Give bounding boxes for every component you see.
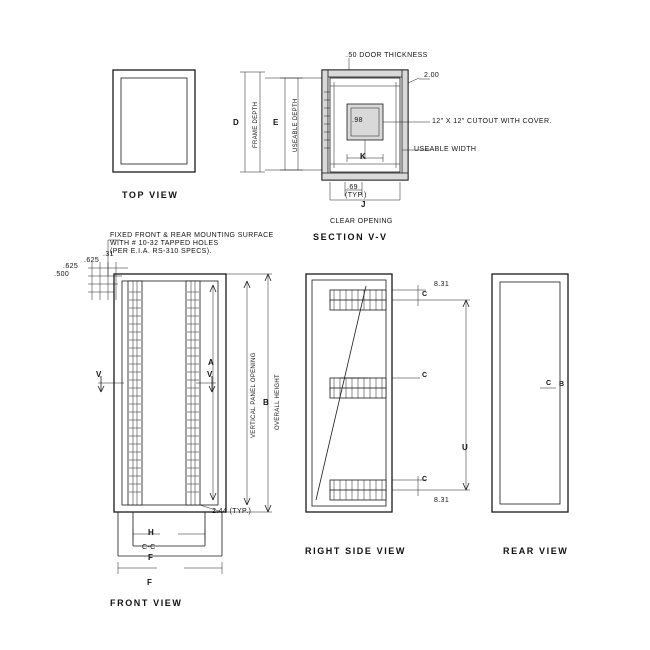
mounting-note-line1: FIXED FRONT & REAR MOUNTING SURFACE (110, 232, 274, 239)
rs-letter-c-bottom: C (422, 476, 428, 483)
rs-letter-c-top: C (422, 291, 428, 298)
front-letter-f: F (147, 578, 152, 587)
mounting-note-line3: (PER E.I.A. RS-310 SPECS). (110, 248, 212, 255)
rs-letter-u: U (462, 443, 468, 452)
typ-note-label: (TYP.) (345, 192, 367, 199)
front-letter-v-left: V (96, 370, 102, 379)
letter-j: J (361, 200, 366, 209)
overall-height-label: OVERALL HEIGHT (275, 374, 281, 430)
dim-2-00-label: 2.00 (424, 72, 440, 79)
rs-letter-c-mid: C (422, 372, 428, 379)
dim-8-31-top: 8.31 (434, 281, 450, 288)
rear-letter-b: B (559, 381, 565, 388)
clear-opening-label: CLEAR OPENING (330, 218, 393, 225)
dim-31-label: .31 (103, 251, 114, 258)
dim-500-label: .500 (54, 271, 70, 278)
dim-625-label: .625 (63, 263, 79, 270)
cutout-note-label: 12" X 12" CUTOUT WITH COVER. (432, 118, 552, 125)
mounting-note-line2: WITH # 10-32 TAPPED HOLES (110, 240, 219, 247)
dim-625b-label: .625 (84, 257, 100, 264)
dim-2-44-label: 2.44 (TYP.) (212, 508, 252, 515)
dim-98-label: .98 (352, 117, 363, 124)
letter-k: K (360, 152, 366, 161)
rear-letter-c: C (546, 380, 552, 387)
rear-view-title: REAR VIEW (503, 546, 569, 556)
front-view-title: FRONT VIEW (110, 598, 183, 608)
dim-69-label: .69 (347, 184, 358, 191)
useable-depth-label: USEABLE DEPTH (293, 98, 299, 152)
top-view-title: TOP VIEW (122, 190, 179, 200)
section-vv-title: SECTION V-V (313, 232, 388, 242)
right-side-view-title: RIGHT SIDE VIEW (305, 546, 407, 556)
dim-8-31-bottom: 8.31 (434, 497, 450, 504)
front-letter-v-right: V (207, 370, 213, 379)
useable-width-label: USEABLE WIDTH (414, 146, 477, 153)
section-mark-cc: C-C (142, 544, 156, 551)
letter-e: E (273, 118, 279, 127)
front-letter-h: H (148, 528, 154, 537)
vertical-panel-opening-label: VERTICAL PANEL OPENING (251, 352, 257, 438)
front-letter-g: F (148, 553, 153, 562)
frame-depth-label: FRAME DEPTH (253, 101, 259, 148)
door-thickness-label: .50 DOOR THICKNESS (346, 52, 428, 59)
front-letter-b: B (263, 398, 269, 407)
letter-d: D (233, 118, 239, 127)
front-letter-a: A (208, 358, 214, 367)
